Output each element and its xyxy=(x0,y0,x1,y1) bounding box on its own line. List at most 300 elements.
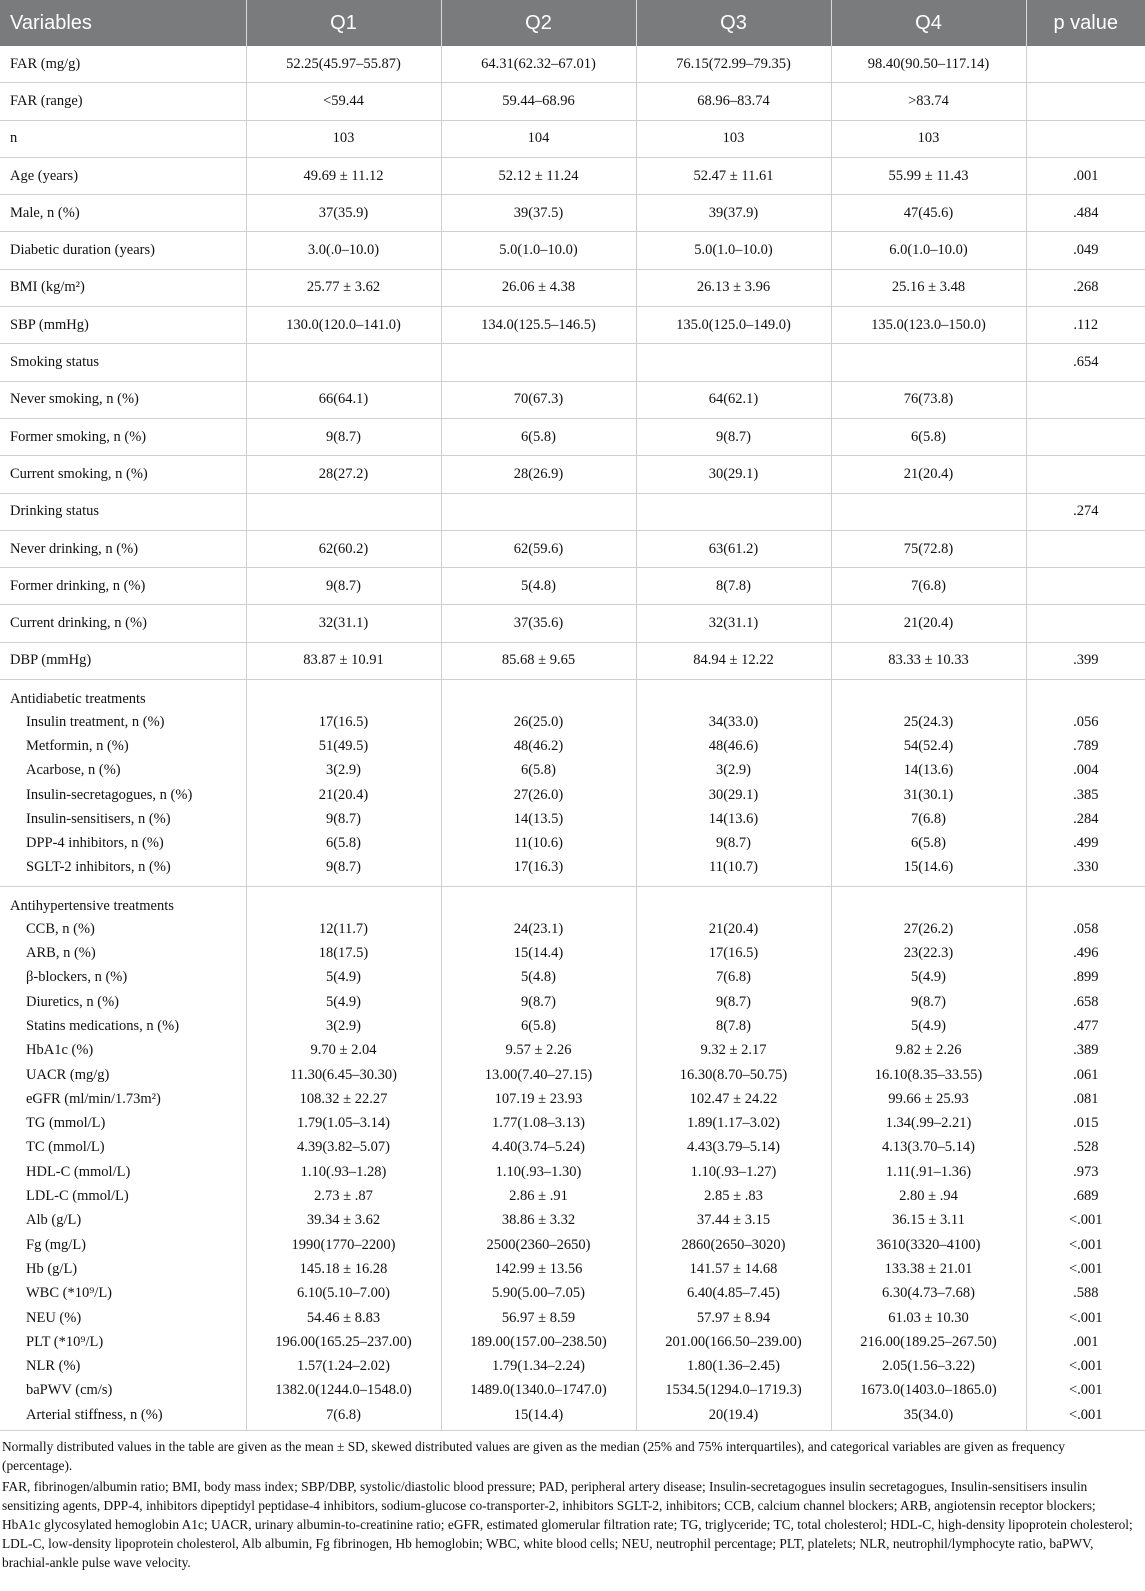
table-cell: 9(8.7) xyxy=(246,856,441,887)
group-title: Antidiabetic treatments xyxy=(10,690,146,707)
table-cell: 3(2.9) xyxy=(636,759,831,783)
table-cell: .789 xyxy=(1026,734,1145,758)
row-label: Insulin treatment, n (%) xyxy=(26,713,165,730)
row-label: Diuretics, n (%) xyxy=(26,993,120,1010)
table-row xyxy=(0,783,1145,807)
table-cell: .004 xyxy=(1026,759,1145,783)
row-label: WBC (*10⁹/L) xyxy=(26,1285,113,1302)
table-cell: 49.69 ± 11.12 xyxy=(246,157,441,194)
table-cell: .689 xyxy=(1026,1184,1145,1208)
table-cell: 83.87 ± 10.91 xyxy=(246,642,441,679)
table-cell: <.001 xyxy=(1026,1306,1145,1330)
table-cell: 145.18 ± 16.28 xyxy=(246,1257,441,1281)
table-cell: 52.12 ± 11.24 xyxy=(441,157,636,194)
table-cell: 64(62.1) xyxy=(636,381,831,418)
table-cell xyxy=(441,887,636,918)
table-cell: 9(8.7) xyxy=(636,832,831,856)
table-cell: 4.39(3.82–5.07) xyxy=(246,1136,441,1160)
row-label: UACR (mg/g) xyxy=(26,1066,110,1083)
table-cell: 6(5.8) xyxy=(441,418,636,455)
table-cell: 141.57 ± 14.68 xyxy=(636,1257,831,1281)
table-cell: 23(22.3) xyxy=(831,941,1026,965)
table-cell xyxy=(1026,83,1145,120)
table-row xyxy=(0,917,1145,941)
table-cell: 9.70 ± 2.04 xyxy=(246,1039,441,1063)
table-cell: 21(20.4) xyxy=(636,917,831,941)
table-cell: 8(7.8) xyxy=(636,568,831,605)
row-label: Never smoking, n (%) xyxy=(0,381,246,418)
table-cell: 85.68 ± 9.65 xyxy=(441,642,636,679)
table-cell: 26.06 ± 4.38 xyxy=(441,269,636,306)
table-cell xyxy=(636,344,831,381)
table-cell: 108.32 ± 22.27 xyxy=(246,1087,441,1111)
table-cell xyxy=(1026,605,1145,642)
table-cell xyxy=(636,887,831,918)
table-cell: 84.94 ± 12.22 xyxy=(636,642,831,679)
table-cell: .528 xyxy=(1026,1136,1145,1160)
table-cell xyxy=(1026,456,1145,493)
table-cell: 5(4.9) xyxy=(831,966,1026,990)
row-label: PLT (*10⁹/L) xyxy=(26,1333,104,1350)
row-label: FAR (mg/g) xyxy=(0,46,246,83)
row-label: Alb (g/L) xyxy=(26,1212,82,1229)
table-cell: 1.89(1.17–3.02) xyxy=(636,1112,831,1136)
table-cell: .049 xyxy=(1026,232,1145,269)
table-cell: 18(17.5) xyxy=(246,941,441,965)
row-label: Fg (mg/L) xyxy=(26,1236,87,1253)
table-row xyxy=(0,1379,1145,1403)
table-cell: 6(5.8) xyxy=(246,832,441,856)
table-cell: <.001 xyxy=(1026,1209,1145,1233)
table-row xyxy=(0,1282,1145,1306)
table-cell: .330 xyxy=(1026,856,1145,887)
group-header-row xyxy=(0,680,1145,711)
row-label: eGFR (ml/min/1.73m²) xyxy=(26,1090,161,1107)
table-row xyxy=(0,381,1145,418)
table-row xyxy=(0,1014,1145,1038)
table-cell: 39(37.5) xyxy=(441,195,636,232)
table-row xyxy=(0,759,1145,783)
table-cell: 59.44–68.96 xyxy=(441,83,636,120)
row-label: Current smoking, n (%) xyxy=(0,456,246,493)
table-row xyxy=(0,1233,1145,1257)
table-cell: 1.79(1.34–2.24) xyxy=(441,1354,636,1378)
table-row xyxy=(0,232,1145,269)
table-cell: .499 xyxy=(1026,832,1145,856)
table-cell: 31(30.1) xyxy=(831,783,1026,807)
table-row xyxy=(0,1063,1145,1087)
table-cell: .588 xyxy=(1026,1282,1145,1306)
table-cell: 5.0(1.0–10.0) xyxy=(441,232,636,269)
table-cell: .973 xyxy=(1026,1160,1145,1184)
table-cell: 61.03 ± 10.30 xyxy=(831,1306,1026,1330)
table-cell: 76(73.8) xyxy=(831,381,1026,418)
header-variables: Variables xyxy=(0,0,246,46)
table-cell: 2.05(1.56–3.22) xyxy=(831,1354,1026,1378)
table-cell: 17(16.5) xyxy=(246,710,441,734)
table-cell: .001 xyxy=(1026,157,1145,194)
table-cell: 37(35.6) xyxy=(441,605,636,642)
table-row xyxy=(0,1184,1145,1208)
table-cell: 27(26.2) xyxy=(831,917,1026,941)
table-cell: 107.19 ± 23.93 xyxy=(441,1087,636,1111)
table-cell: 15(14.4) xyxy=(441,1403,636,1431)
table-cell xyxy=(831,344,1026,381)
header-q4: Q4 xyxy=(831,0,1026,46)
table-cell: 20(19.4) xyxy=(636,1403,831,1431)
table-cell: 11(10.6) xyxy=(441,832,636,856)
table-row xyxy=(0,605,1145,642)
table-cell: 1489.0(1340.0–1747.0) xyxy=(441,1379,636,1403)
table-cell: 7(6.8) xyxy=(246,1403,441,1431)
table-cell: <.001 xyxy=(1026,1354,1145,1378)
table-cell xyxy=(441,680,636,711)
table-cell: 68.96–83.74 xyxy=(636,83,831,120)
table-cell: 9(8.7) xyxy=(636,990,831,1014)
table-cell: 6.40(4.85–7.45) xyxy=(636,1282,831,1306)
table-row xyxy=(0,1136,1145,1160)
table-cell: 1.10(.93–1.27) xyxy=(636,1160,831,1184)
table-cell: 99.66 ± 25.93 xyxy=(831,1087,1026,1111)
table-cell: 135.0(123.0–150.0) xyxy=(831,307,1026,344)
table-cell: 47(45.6) xyxy=(831,195,1026,232)
row-label: NEU (%) xyxy=(26,1309,82,1326)
table-cell: 38.86 ± 3.32 xyxy=(441,1209,636,1233)
table-cell: .399 xyxy=(1026,642,1145,679)
table-cell: 62(60.2) xyxy=(246,530,441,567)
row-label: baPWV (cm/s) xyxy=(26,1382,113,1399)
table-cell: 70(67.3) xyxy=(441,381,636,418)
table-cell: 5(4.9) xyxy=(246,990,441,1014)
table-cell: 142.99 ± 13.56 xyxy=(441,1257,636,1281)
table-row xyxy=(0,734,1145,758)
table-cell: 30(29.1) xyxy=(636,456,831,493)
table-cell xyxy=(1026,680,1145,711)
table-cell: 56.97 ± 8.59 xyxy=(441,1306,636,1330)
table-cell: 6.0(1.0–10.0) xyxy=(831,232,1026,269)
table-cell: 55.99 ± 11.43 xyxy=(831,157,1026,194)
table-cell: 5.90(5.00–7.05) xyxy=(441,1282,636,1306)
table-row xyxy=(0,344,1145,381)
table-cell: 16.10(8.35–33.55) xyxy=(831,1063,1026,1087)
table-cell: 15(14.4) xyxy=(441,941,636,965)
row-label: LDL-C (mmol/L) xyxy=(26,1188,129,1205)
row-label: Acarbose, n (%) xyxy=(26,762,121,779)
table-cell: 27(26.0) xyxy=(441,783,636,807)
table-cell xyxy=(1026,568,1145,605)
table-row xyxy=(0,1306,1145,1330)
table-cell: .484 xyxy=(1026,195,1145,232)
row-label: TG (mmol/L) xyxy=(26,1115,106,1132)
table-cell: 48(46.2) xyxy=(441,734,636,758)
table-cell: 133.38 ± 21.01 xyxy=(831,1257,1026,1281)
row-label: Current drinking, n (%) xyxy=(0,605,246,642)
row-label: NLR (%) xyxy=(26,1358,81,1375)
row-label: Former smoking, n (%) xyxy=(0,418,246,455)
table-cell: 9(8.7) xyxy=(246,568,441,605)
table-cell: .389 xyxy=(1026,1039,1145,1063)
table-row xyxy=(0,1354,1145,1378)
table-cell: .274 xyxy=(1026,493,1145,530)
table-cell xyxy=(636,680,831,711)
table-cell: 3(2.9) xyxy=(246,1014,441,1038)
table-cell: 1.77(1.08–3.13) xyxy=(441,1112,636,1136)
row-label: Metformin, n (%) xyxy=(26,737,129,754)
table-cell: 1.10(.93–1.30) xyxy=(441,1160,636,1184)
row-label: HDL-C (mmol/L) xyxy=(26,1163,131,1180)
table-cell: 216.00(189.25–267.50) xyxy=(831,1330,1026,1354)
table-cell: 7(6.8) xyxy=(636,966,831,990)
table-cell: .058 xyxy=(1026,917,1145,941)
table-cell: 54(52.4) xyxy=(831,734,1026,758)
table-cell: 26.13 ± 3.96 xyxy=(636,269,831,306)
table-cell: 103 xyxy=(831,120,1026,157)
table-cell: 1.11(.91–1.36) xyxy=(831,1160,1026,1184)
table-row xyxy=(0,195,1145,232)
table-cell: 21(20.4) xyxy=(831,456,1026,493)
table-cell: 1673.0(1403.0–1865.0) xyxy=(831,1379,1026,1403)
table-row xyxy=(0,710,1145,734)
table-cell xyxy=(246,680,441,711)
table-cell: .061 xyxy=(1026,1063,1145,1087)
table-cell: <.001 xyxy=(1026,1403,1145,1431)
table-cell xyxy=(636,493,831,530)
row-label: ARB, n (%) xyxy=(26,945,96,962)
row-label: SGLT-2 inhibitors, n (%) xyxy=(0,856,246,887)
table-cell xyxy=(246,344,441,381)
table-cell: 5(4.8) xyxy=(441,966,636,990)
table-cell xyxy=(831,493,1026,530)
table-header-row xyxy=(0,0,1145,46)
table-row xyxy=(0,46,1145,83)
table-cell: 64.31(62.32–67.01) xyxy=(441,46,636,83)
table-row xyxy=(0,530,1145,567)
table-cell: 1.79(1.05–3.14) xyxy=(246,1112,441,1136)
table-cell: 14(13.6) xyxy=(831,759,1026,783)
table-cell: 21(20.4) xyxy=(246,783,441,807)
table-cell: 9(8.7) xyxy=(636,418,831,455)
table-cell: 66(64.1) xyxy=(246,381,441,418)
table-cell: .015 xyxy=(1026,1112,1145,1136)
header-p-value: p value xyxy=(1026,0,1145,46)
table-row xyxy=(0,568,1145,605)
table-cell: .654 xyxy=(1026,344,1145,381)
header-q1: Q1 xyxy=(246,0,441,46)
row-label: Hb (g/L) xyxy=(26,1260,78,1277)
table-cell: 5(4.8) xyxy=(441,568,636,605)
row-label: TC (mmol/L) xyxy=(26,1139,105,1156)
table-cell: 34(33.0) xyxy=(636,710,831,734)
table-row xyxy=(0,941,1145,965)
header-q2: Q2 xyxy=(441,0,636,46)
table-row xyxy=(0,418,1145,455)
table-cell: 103 xyxy=(636,120,831,157)
row-label: β-blockers, n (%) xyxy=(26,969,128,986)
table-row xyxy=(0,1087,1145,1111)
table-cell: .081 xyxy=(1026,1087,1145,1111)
row-label: n xyxy=(0,120,246,157)
table-cell: 39.34 ± 3.62 xyxy=(246,1209,441,1233)
table-cell: 9.32 ± 2.17 xyxy=(636,1039,831,1063)
table-cell: 9(8.7) xyxy=(246,807,441,831)
row-label: HbA1c (%) xyxy=(26,1042,94,1059)
table-cell: 2.86 ± .91 xyxy=(441,1184,636,1208)
table-cell: 7(6.8) xyxy=(831,568,1026,605)
table-body xyxy=(0,46,1145,1431)
table-cell: 6(5.8) xyxy=(441,759,636,783)
table-cell xyxy=(1026,530,1145,567)
table-cell: 12(11.7) xyxy=(246,917,441,941)
table-row xyxy=(0,157,1145,194)
table-row xyxy=(0,269,1145,306)
table-cell: 62(59.6) xyxy=(441,530,636,567)
table-row xyxy=(0,493,1145,530)
table-cell xyxy=(441,493,636,530)
table-footnotes xyxy=(0,1431,1145,1572)
table-cell: 11.30(6.45–30.30) xyxy=(246,1063,441,1087)
row-label: Insulin-sensitisers, n (%) xyxy=(26,810,171,827)
row-label: CCB, n (%) xyxy=(26,920,95,937)
table-cell: 9.82 ± 2.26 xyxy=(831,1039,1026,1063)
table-cell: .112 xyxy=(1026,307,1145,344)
table-cell: 6(5.8) xyxy=(831,418,1026,455)
table-cell: 98.40(90.50–117.14) xyxy=(831,46,1026,83)
table-cell: 3610(3320–4100) xyxy=(831,1233,1026,1257)
row-label: Never drinking, n (%) xyxy=(0,530,246,567)
table-cell: 2.73 ± .87 xyxy=(246,1184,441,1208)
table-cell: 25(24.3) xyxy=(831,710,1026,734)
table-cell: 14(13.5) xyxy=(441,807,636,831)
table-cell: 103 xyxy=(246,120,441,157)
table-cell: 24(23.1) xyxy=(441,917,636,941)
table-cell: .899 xyxy=(1026,966,1145,990)
table-cell: 7(6.8) xyxy=(831,807,1026,831)
table-cell: 4.43(3.79–5.14) xyxy=(636,1136,831,1160)
table-cell xyxy=(1026,120,1145,157)
row-label: DPP-4 inhibitors, n (%) xyxy=(26,835,164,852)
table-row xyxy=(0,307,1145,344)
table-cell xyxy=(1026,381,1145,418)
table-cell: 17(16.5) xyxy=(636,941,831,965)
table-cell: 28(26.9) xyxy=(441,456,636,493)
table-cell: 21(20.4) xyxy=(831,605,1026,642)
group-title: Antihypertensive treatments xyxy=(10,897,174,914)
table-row xyxy=(0,1209,1145,1233)
table-cell: 57.97 ± 8.94 xyxy=(636,1306,831,1330)
row-label: Insulin-secretagogues, n (%) xyxy=(26,786,193,803)
table-cell: 48(46.6) xyxy=(636,734,831,758)
table-cell: 32(31.1) xyxy=(636,605,831,642)
table-cell: 75(72.8) xyxy=(831,530,1026,567)
table-cell: 11(10.7) xyxy=(636,856,831,887)
table-row xyxy=(0,1112,1145,1136)
table-cell: <59.44 xyxy=(246,83,441,120)
header-q3: Q3 xyxy=(636,0,831,46)
table-cell: 1.57(1.24–2.02) xyxy=(246,1354,441,1378)
table-cell: <.001 xyxy=(1026,1257,1145,1281)
table-cell: 17(16.3) xyxy=(441,856,636,887)
table-cell: .496 xyxy=(1026,941,1145,965)
table-cell: 39(37.9) xyxy=(636,195,831,232)
table-cell: 6(5.8) xyxy=(441,1014,636,1038)
table-cell: 26(25.0) xyxy=(441,710,636,734)
table-cell xyxy=(1026,887,1145,918)
group-header-row xyxy=(0,887,1145,918)
table-cell: 1.34(.99–2.21) xyxy=(831,1112,1026,1136)
table-cell: 5(4.9) xyxy=(831,1014,1026,1038)
table-cell: 25.16 ± 3.48 xyxy=(831,269,1026,306)
table-cell: 52.47 ± 11.61 xyxy=(636,157,831,194)
row-label: Age (years) xyxy=(0,157,246,194)
table-cell xyxy=(831,887,1026,918)
row-label: DBP (mmHg) xyxy=(0,642,246,679)
table-cell: 2500(2360–2650) xyxy=(441,1233,636,1257)
table-row xyxy=(0,1160,1145,1184)
table-cell: 5.0(1.0–10.0) xyxy=(636,232,831,269)
table-cell: 8(7.8) xyxy=(636,1014,831,1038)
table-cell: 135.0(125.0–149.0) xyxy=(636,307,831,344)
row-label: SBP (mmHg) xyxy=(0,307,246,344)
row-label: Drinking status xyxy=(0,493,246,530)
table-cell: 36.15 ± 3.11 xyxy=(831,1209,1026,1233)
table-cell: 5(4.9) xyxy=(246,966,441,990)
table-cell: .056 xyxy=(1026,710,1145,734)
table-row xyxy=(0,1403,1145,1431)
table-cell: 83.33 ± 10.33 xyxy=(831,642,1026,679)
table-cell: 9(8.7) xyxy=(246,418,441,455)
table-cell xyxy=(246,887,441,918)
table-cell: 32(31.1) xyxy=(246,605,441,642)
table-cell: 201.00(166.50–239.00) xyxy=(636,1330,831,1354)
table-cell: 13.00(7.40–27.15) xyxy=(441,1063,636,1087)
table-row xyxy=(0,642,1145,679)
table-cell: 35(34.0) xyxy=(831,1403,1026,1431)
table-cell: 37.44 ± 3.15 xyxy=(636,1209,831,1233)
table-cell: 104 xyxy=(441,120,636,157)
table-row xyxy=(0,1039,1145,1063)
table-cell: 6.30(4.73–7.68) xyxy=(831,1282,1026,1306)
table-row xyxy=(0,83,1145,120)
table-cell: <.001 xyxy=(1026,1379,1145,1403)
table-cell: 102.47 ± 24.22 xyxy=(636,1087,831,1111)
table-cell: 52.25(45.97–55.87) xyxy=(246,46,441,83)
footnote-abbreviations: FAR, fibrinogen/albumin ratio; BMI, body mass index; SBP/DBP, systolic/diastolic blood pressure; PAD, peripheral artery disease; Insulin-secretagogues insulin secretagogues, Insulin-sensitisers insulin sensitizing agents, DPP-4, inhibitors dipeptidyl peptidase-4 inhibitors, sodium-glucose co-transporter-2, inhibitors SGLT-2, inhibitors; CCB, calcium channel blockers; ARB, angiotensin receptor blockers; HbA1c glycosylated hemoglobin A1c; UACR, urinary albumin-to-creatinine ratio; eGFR, estimated glomerular filtration rate; TG, triglyceride; TC, total cholesterol; HDL-C, high-density lipoprotein cholesterol; LDL-C, low-density lipoprotein cholesterol, Alb albumin, Fg fibrinogen, Hb hemoglobin; WBC, white blood cells; NEU, neutrophil percentage; PLT, platelets; NLR, neutrophil/lymphocyte ratio, baPWV, brachial-ankle pulse wave velocity. xyxy=(2,1479,1133,1571)
table-cell: 25.77 ± 3.62 xyxy=(246,269,441,306)
table-row xyxy=(0,966,1145,990)
table-row xyxy=(0,990,1145,1014)
table-cell: 30(29.1) xyxy=(636,783,831,807)
table-cell: .284 xyxy=(1026,807,1145,831)
table-cell: 54.46 ± 8.83 xyxy=(246,1306,441,1330)
footnote-statistics: Normally distributed values in the table are given as the mean ± SD, skewed distributed values are given as the median (25% and 75% interquartiles), and categorical variables are given as frequency (percentage). xyxy=(2,1439,1065,1474)
table-cell: 1.80(1.36–2.45) xyxy=(636,1354,831,1378)
table-cell: .658 xyxy=(1026,990,1145,1014)
row-label: Arterial stiffness, n (%) xyxy=(0,1403,246,1431)
table-cell: 6.10(5.10–7.00) xyxy=(246,1282,441,1306)
table-cell: .385 xyxy=(1026,783,1145,807)
table-cell: .477 xyxy=(1026,1014,1145,1038)
table-cell: 3.0(.0–10.0) xyxy=(246,232,441,269)
table-cell: 1534.5(1294.0–1719.3) xyxy=(636,1379,831,1403)
table-row xyxy=(0,856,1145,887)
row-label: Diabetic duration (years) xyxy=(0,232,246,269)
table-cell xyxy=(441,344,636,381)
row-label: BMI (kg/m²) xyxy=(0,269,246,306)
table-cell: .001 xyxy=(1026,1330,1145,1354)
table-cell: 9(8.7) xyxy=(831,990,1026,1014)
table-cell: 16.30(8.70–50.75) xyxy=(636,1063,831,1087)
table-cell: >83.74 xyxy=(831,83,1026,120)
